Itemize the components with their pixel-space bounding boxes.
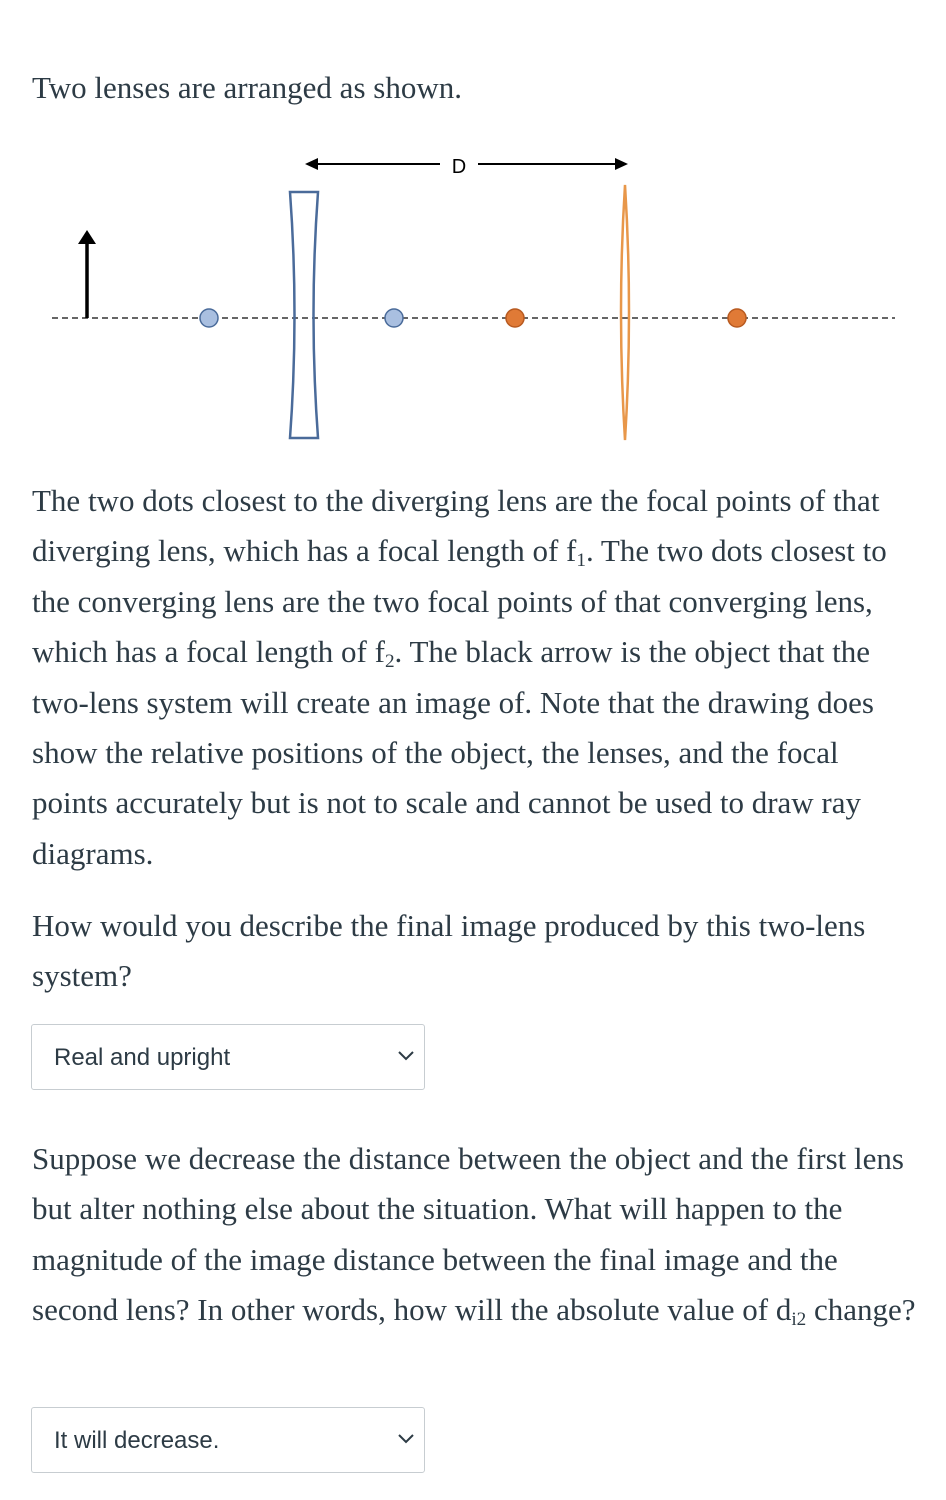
intro-text: Two lenses are arranged as shown. (32, 70, 462, 105)
diverging-focal-point-left (200, 309, 218, 327)
diverging-focal-point-right (385, 309, 403, 327)
chevron-down-icon (396, 1432, 416, 1446)
converging-focal-point-right (728, 309, 746, 327)
lens-diagram (0, 140, 946, 460)
p1-text-3: . The black arrow is the object that the two-lens system will create an image of. Note that the drawing does show the relative positions of the object, the lenses, and the focal points accurately but is not to scale and cannot be used to draw ray diagrams. (32, 634, 874, 871)
distance-arrow (305, 158, 628, 170)
converging-lens-icon (621, 185, 629, 440)
p1-text-2: . The two dots closest to the converging lens are the two focal points of that converging lens, which has a focal length of f (32, 533, 887, 670)
diverging-lens-icon (290, 192, 318, 438)
distance-label: D (451, 156, 467, 178)
di2-subscript: i2 (791, 1309, 807, 1331)
q2-text-1: Suppose we decrease the distance between the object and the first lens but alter nothing else about the situation. What will happen to the magnitude of the image distance between the final image and the second lens? In other words, how will the absolute value of d (32, 1141, 904, 1328)
p1-text-1: The two dots closest to the diverging lens are the focal points of that diverging lens, which has a focal length of f (32, 483, 880, 569)
chevron-down-icon (396, 1049, 416, 1063)
question-2-dropdown[interactable] (31, 1407, 425, 1473)
question-2-selected-value: It will decrease. (54, 1427, 220, 1454)
f2-subscript: 2 (384, 651, 395, 673)
object-arrow (78, 230, 96, 318)
f1-subscript: 1 (576, 550, 586, 572)
question-1-dropdown[interactable] (31, 1024, 425, 1090)
question-1-text: How would you describe the final image produced by this two-lens system? (32, 908, 866, 994)
converging-focal-point-left (506, 309, 524, 327)
lens-description (32, 476, 917, 879)
question-1-selected-value: Real and upright (54, 1044, 231, 1071)
q2-text-2: change? (806, 1292, 916, 1328)
question-2-text (32, 1134, 917, 1336)
